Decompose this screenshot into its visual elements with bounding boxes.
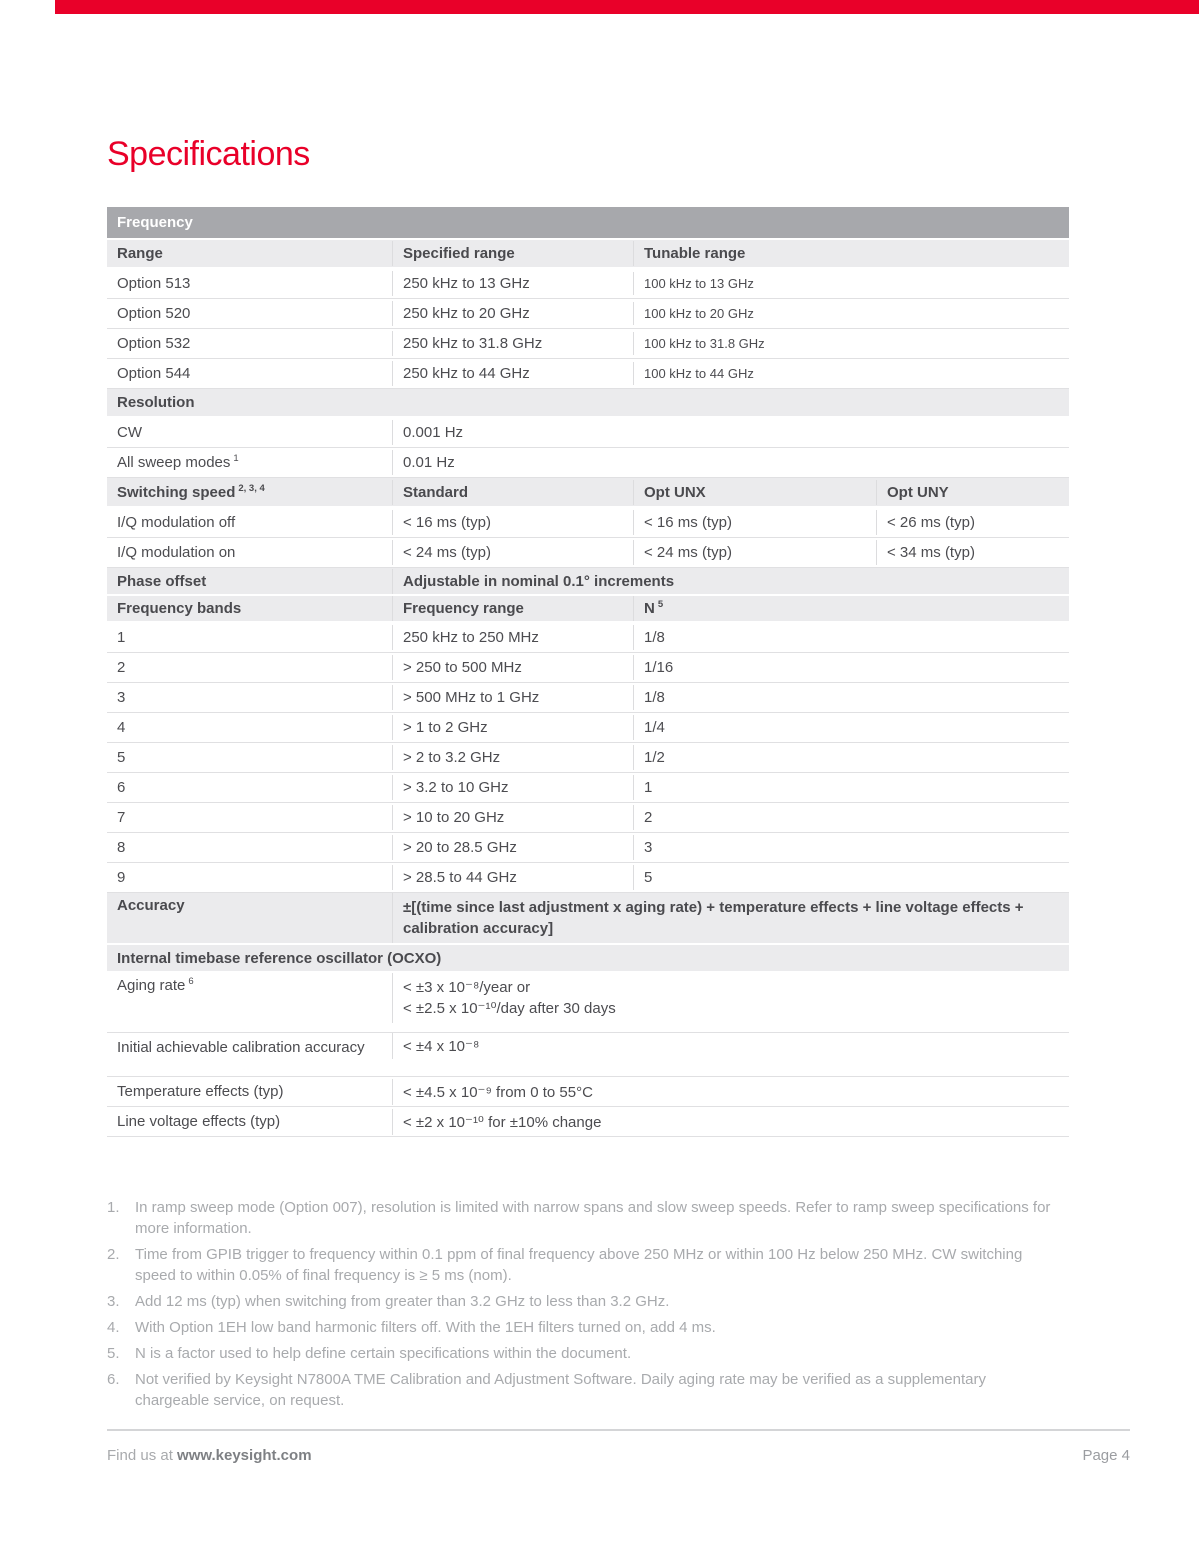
table-row-line-voltage-effects [107, 1107, 1069, 1137]
table-row-phase-offset [107, 568, 1069, 596]
band-range: > 28.5 to 44 GHz [392, 865, 633, 890]
specifications-table [107, 207, 1069, 1137]
option-label: Option 520 [117, 305, 191, 322]
band-number: 2 [117, 659, 126, 676]
band-n: 1/2 [633, 745, 1069, 770]
row-label: CW [117, 424, 142, 441]
row-value: < ±4 x 10⁻⁸ [392, 1033, 1069, 1059]
band-range: > 1 to 2 GHz [392, 715, 633, 740]
col-header-frequency-range: Frequency range [392, 596, 633, 621]
col-header-opt-uny: Opt UNY [876, 480, 1069, 505]
footnote-text: N is a factor used to help define certain specifications within the document. [135, 1345, 632, 1362]
row-label: Line voltage effects (typ) [117, 1113, 281, 1130]
col-header-frequency-bands: Frequency bands [117, 600, 242, 617]
table-row-band-2 [107, 653, 1069, 683]
section-title: Frequency [117, 214, 193, 231]
standard-value: < 16 ms (typ) [392, 510, 633, 535]
subheader-resolution [107, 389, 1069, 418]
table-row-option-520 [107, 299, 1069, 329]
footnote-ref: 5 [657, 599, 664, 610]
footnote-number: 6. [107, 1371, 120, 1388]
footnote-number: 2. [107, 1246, 120, 1263]
footnote-number: 5. [107, 1345, 120, 1362]
opt-uny-value: < 26 ms (typ) [876, 510, 1069, 535]
footnote-number: 1. [107, 1199, 120, 1216]
footer-prefix: Find us at [107, 1447, 178, 1464]
band-n: 1/16 [633, 655, 1069, 680]
table-row-initial-calibration [107, 1033, 1069, 1077]
band-number: 1 [117, 629, 126, 646]
subheader-label: Switching speed $^{2, 3, 4}$ [117, 482, 265, 501]
page-number: Page 4 [1082, 1447, 1130, 1464]
table-row-iq-mod-off [107, 508, 1069, 538]
row-label: Initial achievable calibration accuracy [117, 1039, 365, 1056]
table-row-band-8 [107, 833, 1069, 863]
band-range: > 500 MHz to 1 GHz [392, 685, 633, 710]
footnote-6 [107, 1369, 1052, 1411]
keysight-url-link[interactable]: www.keysight.com [177, 1447, 312, 1464]
tunable-range-value: 100 kHz to 31.8 GHz [633, 332, 1069, 355]
footnote-number: 3. [107, 1293, 120, 1310]
row-value: 0.01 Hz [392, 450, 1069, 475]
band-number: 4 [117, 719, 126, 736]
row-label: Phase offset [117, 572, 207, 590]
band-number: 3 [117, 689, 126, 706]
band-n: 2 [633, 805, 1069, 830]
tunable-range-value: 100 kHz to 20 GHz [633, 302, 1069, 325]
table-row-option-513 [107, 269, 1069, 299]
band-range: > 10 to 20 GHz [392, 805, 633, 830]
row-value: 0.001 Hz [392, 420, 1069, 445]
row-value: < ±4.5 x 10⁻⁹ from 0 to 55°C [392, 1079, 1069, 1105]
footnote-1 [107, 1197, 1052, 1239]
subheader-label: Internal timebase reference oscillator (OCXO) [117, 949, 442, 967]
row-label: Aging rate $^6$ [117, 976, 194, 994]
band-number: 9 [117, 869, 126, 886]
subheader-frequency-bands [107, 596, 1069, 623]
col-header-n: N $^5$ [633, 596, 1069, 621]
table-row-iq-mod-on [107, 538, 1069, 568]
page-title: Specifications [107, 135, 310, 173]
table-row-band-3 [107, 683, 1069, 713]
standard-value: < 24 ms (typ) [392, 540, 633, 565]
row-value: < ±2 x 10⁻¹⁰ for ±10% change [392, 1109, 1069, 1135]
footnote-text: Not verified by Keysight N7800A TME Calibration and Adjustment Software. Daily aging rate may be verified as a supplementary chargeable service, on request. [135, 1371, 986, 1409]
band-range: 250 kHz to 250 MHz [392, 625, 633, 650]
band-n: 1 [633, 775, 1069, 800]
subheader-switching-speed [107, 478, 1069, 508]
row-label: Accuracy [117, 897, 185, 914]
top-accent-bar [55, 0, 1199, 14]
option-label: Option 544 [117, 365, 191, 382]
band-range: > 2 to 3.2 GHz [392, 745, 633, 770]
row-value: ±[(time since last adjustment x aging rate) + temperature effects + line voltage effects + calibration accuracy] [392, 893, 1069, 943]
opt-uny-value: < 34 ms (typ) [876, 540, 1069, 565]
subheader-ocxo [107, 945, 1069, 973]
band-number: 8 [117, 839, 126, 856]
col-header-tunable-range: Tunable range [633, 241, 1069, 266]
table-row-all-sweep-modes [107, 448, 1069, 478]
band-range: > 250 to 500 MHz [392, 655, 633, 680]
band-n: 5 [633, 865, 1069, 890]
table-section-header-frequency [107, 207, 1069, 240]
aging-rate-line-2: < ±2.5 x 10⁻¹⁰/day after 30 days [403, 1000, 616, 1017]
table-row-cw [107, 418, 1069, 448]
table-row-band-5 [107, 743, 1069, 773]
row-label: Temperature effects (typ) [117, 1083, 284, 1100]
col-header-standard: Standard [392, 480, 633, 505]
band-n: 1/8 [633, 685, 1069, 710]
band-range: > 20 to 28.5 GHz [392, 835, 633, 860]
footnote-4 [107, 1317, 1052, 1338]
tunable-range-value: 100 kHz to 13 GHz [633, 272, 1069, 295]
opt-unx-value: < 24 ms (typ) [633, 540, 876, 565]
band-n: 1/4 [633, 715, 1069, 740]
table-row-temperature-effects [107, 1077, 1069, 1107]
band-number: 6 [117, 779, 126, 796]
band-number: 7 [117, 809, 126, 826]
table-row-band-4 [107, 713, 1069, 743]
tunable-range-value: 100 kHz to 44 GHz [633, 362, 1069, 385]
row-label: All sweep modes $^1$ [117, 453, 239, 471]
col-header-range: Range [117, 245, 163, 262]
specified-range-value: 250 kHz to 44 GHz [392, 361, 633, 386]
footnote-5 [107, 1343, 1052, 1364]
footnote-number: 4. [107, 1319, 120, 1336]
col-header-opt-unx: Opt UNX [633, 480, 876, 505]
specified-range-value: 250 kHz to 20 GHz [392, 301, 633, 326]
table-row-accuracy [107, 893, 1069, 945]
specified-range-value: 250 kHz to 31.8 GHz [392, 331, 633, 356]
footnote-text: In ramp sweep mode (Option 007), resolution is limited with narrow spans and slow sweep speeds. Refer to ramp sweep specifications for more information. [135, 1199, 1051, 1237]
row-label: I/Q modulation on [117, 544, 236, 561]
table-row-band-6 [107, 773, 1069, 803]
footnote-ref: 2, 3, 4 [238, 482, 265, 494]
specified-range-value: 250 kHz to 13 GHz [392, 271, 633, 296]
footnote-ref: 1 [233, 453, 239, 464]
band-number: 5 [117, 749, 126, 766]
subheader-label: Resolution [117, 394, 195, 411]
band-range: > 3.2 to 10 GHz [392, 775, 633, 800]
footnotes-list [107, 1197, 1052, 1416]
option-label: Option 513 [117, 275, 191, 292]
row-value [392, 973, 1069, 1023]
footnote-ref: 6 [188, 976, 194, 987]
aging-rate-line-1: < ±3 x 10⁻⁸/year or [403, 979, 531, 996]
table-row-band-7 [107, 803, 1069, 833]
row-value: Adjustable in nominal 0.1° increments [392, 569, 1069, 594]
footnote-text: Add 12 ms (typ) when switching from greater than 3.2 GHz to less than 3.2 GHz. [135, 1293, 670, 1310]
footnote-text: With Option 1EH low band harmonic filters off. With the 1EH filters turned on, add 4 ms. [135, 1319, 716, 1336]
band-n: 3 [633, 835, 1069, 860]
opt-unx-value: < 16 ms (typ) [633, 510, 876, 535]
table-row-band-9 [107, 863, 1069, 893]
footnote-text: Time from GPIB trigger to frequency within 0.1 ppm of final frequency above 250 MHz or within 100 Hz below 250 MHz. CW switching speed to within 0.05% of final frequency is ≥ 5 ms (nom). [135, 1246, 1023, 1284]
footnote-3 [107, 1291, 1052, 1312]
table-row-option-544 [107, 359, 1069, 389]
table-row-band-1 [107, 623, 1069, 653]
band-n: 1/8 [633, 625, 1069, 650]
option-label: Option 532 [117, 335, 191, 352]
row-label: I/Q modulation off [117, 514, 236, 531]
footnote-2 [107, 1244, 1052, 1286]
table-row-option-532 [107, 329, 1069, 359]
footer-divider [107, 1429, 1130, 1431]
col-header-specified-range: Specified range [392, 241, 633, 266]
range-header-row [107, 240, 1069, 269]
table-row-aging-rate [107, 973, 1069, 1033]
